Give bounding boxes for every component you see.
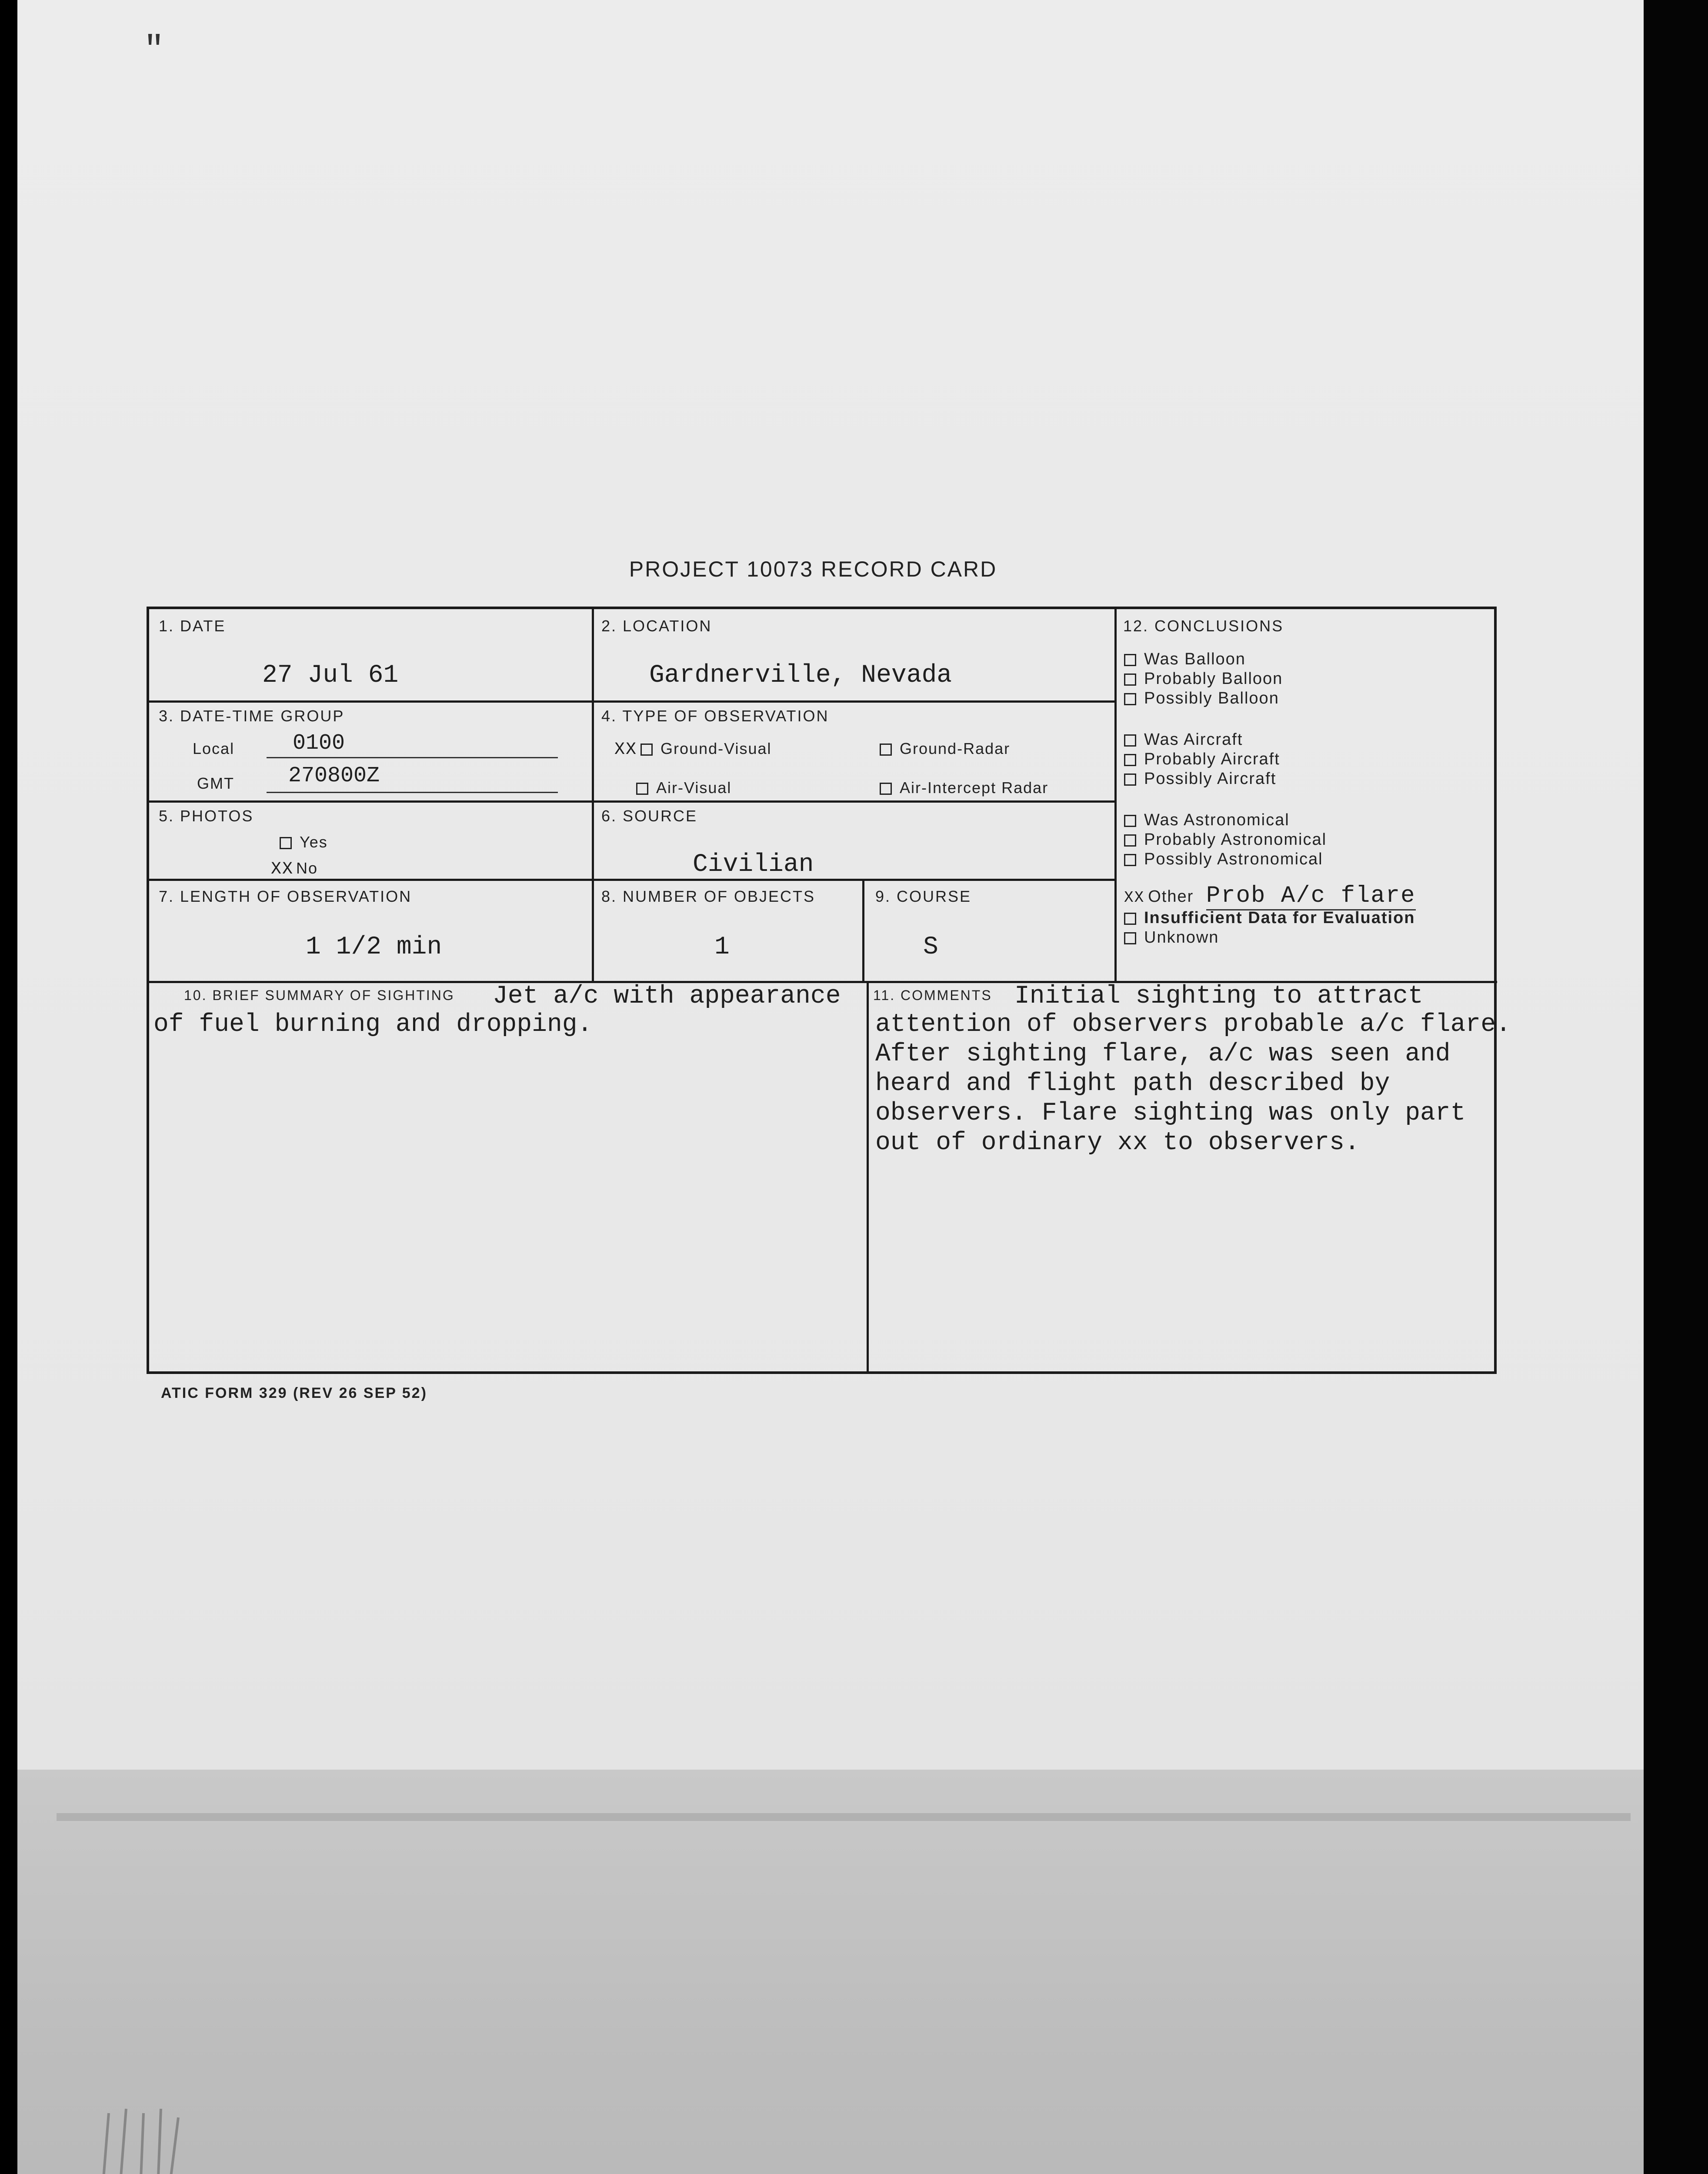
comments-text: attention of observers probable a/c flare. After sighting flare, a/c was seen and heard and flight path described by observers. Flare sighting was only part out of ordinary xx to observers. — [875, 1010, 1511, 1157]
location-value: Gardnerville, Nevada — [649, 661, 952, 690]
dtg-gmt-label: GMT — [197, 774, 234, 792]
photos-yes — [280, 833, 328, 851]
conclusion-text: Possibly Aircraft — [1144, 770, 1277, 788]
conclusion-probably-aircraft — [1124, 750, 1280, 769]
checkbox[interactable] — [1124, 834, 1136, 847]
photos-yes-checkbox[interactable] — [280, 837, 292, 849]
conclusion-was-balloon — [1124, 650, 1246, 669]
summary-text: of fuel burning and dropping. — [153, 1010, 593, 1039]
obs-ground-visual-checkbox[interactable] — [640, 744, 653, 756]
checkbox[interactable] — [1124, 774, 1136, 786]
corner-mark: " — [143, 30, 169, 70]
location-label: 2. LOCATION — [601, 617, 712, 635]
dtg-label: 3. DATE-TIME GROUP — [159, 707, 345, 725]
conclusion-text: Insufficient Data for Evaluation — [1144, 909, 1415, 927]
checkbox[interactable] — [1124, 654, 1136, 666]
checkbox[interactable] — [1124, 913, 1136, 925]
photos-marked: XX — [271, 860, 294, 879]
summary-first-line: Jet a/c with appearance — [493, 982, 841, 1010]
divider-v-1 — [592, 609, 594, 983]
divider-v-4 — [867, 981, 869, 1372]
photos-yes-text: Yes — [300, 833, 328, 851]
checkbox[interactable] — [1124, 854, 1136, 866]
form-footer: ATIC FORM 329 (REV 26 SEP 52) — [161, 1385, 427, 1401]
date-value: 27 Jul 61 — [262, 661, 399, 690]
checkbox[interactable] — [1124, 754, 1136, 766]
other-value: Prob A/c flare — [1206, 883, 1416, 910]
band-divider — [57, 1813, 1631, 1821]
obs-air-intercept-checkbox[interactable] — [880, 783, 892, 795]
conclusion-possibly-astronomical — [1124, 850, 1323, 869]
conclusion-text: Probably Astronomical — [1144, 830, 1327, 849]
divider-h-1 — [149, 700, 1115, 703]
obs-air-intercept-radar — [880, 779, 1048, 797]
conclusion-unknown — [1124, 928, 1219, 947]
card-title: PROJECT 10073 RECORD CARD — [629, 557, 997, 581]
pencil-tally-marks — [91, 2096, 204, 2174]
other-mark: XX — [1124, 889, 1145, 907]
source-label: 6. SOURCE — [601, 807, 698, 825]
photos-no-text: No — [296, 859, 318, 877]
film-edge-left — [0, 0, 17, 2174]
date-label: 1. DATE — [159, 617, 226, 635]
obs-air-visual — [636, 779, 731, 797]
dtg-gmt-underline — [267, 792, 558, 793]
dtg-local-label: Local — [193, 740, 235, 757]
course-value: S — [923, 933, 938, 961]
checkbox[interactable] — [1124, 734, 1136, 747]
dtg-local-underline — [267, 757, 558, 758]
conclusion-was-astronomical — [1124, 811, 1290, 830]
checkbox[interactable] — [1124, 693, 1136, 705]
num-objects-label: 8. NUMBER OF OBJECTS — [601, 887, 816, 905]
conclusion-possibly-aircraft — [1124, 770, 1276, 788]
summary-label: 10. BRIEF SUMMARY OF SIGHTING — [184, 987, 455, 1003]
obs-air-visual-checkbox[interactable] — [636, 783, 648, 795]
conclusions-label: 12. CONCLUSIONS — [1123, 617, 1284, 635]
conclusion-insufficient-data — [1124, 909, 1415, 927]
divider-v-2 — [1114, 609, 1117, 983]
comments-first-line: Initial sighting to attract — [1014, 982, 1423, 1010]
photos-label: 5. PHOTOS — [159, 807, 254, 825]
obs-ground-visual-text: Ground-Visual — [661, 740, 772, 757]
conclusion-probably-astronomical — [1124, 830, 1327, 849]
conclusion-text: Possibly Astronomical — [1144, 850, 1323, 868]
obs-ground-radar — [880, 740, 1010, 758]
other-label: Other — [1148, 887, 1194, 906]
conclusion-other — [1124, 883, 1416, 909]
checkbox[interactable] — [1124, 815, 1136, 827]
obs-air-intercept-text: Air-Intercept Radar — [900, 779, 1049, 797]
obs-ground-visual — [614, 740, 771, 760]
checkbox[interactable] — [1124, 674, 1136, 686]
obs-marked: XX — [614, 740, 637, 760]
conclusion-text: Was Aircraft — [1144, 730, 1243, 749]
obs-ground-radar-checkbox[interactable] — [880, 744, 892, 756]
lower-shaded-band — [17, 1770, 1644, 2174]
divider-h-2 — [149, 800, 1115, 803]
observation-type-label: 4. TYPE OF OBSERVATION — [601, 707, 829, 725]
conclusion-probably-balloon — [1124, 670, 1283, 688]
length-label: 7. LENGTH OF OBSERVATION — [159, 887, 412, 905]
record-card — [147, 607, 1511, 1374]
divider-v-3 — [862, 879, 864, 983]
course-label: 9. COURSE — [875, 887, 972, 905]
conclusion-possibly-balloon — [1124, 689, 1279, 708]
source-value: Civilian — [693, 850, 814, 879]
conclusion-was-aircraft — [1124, 730, 1243, 749]
conclusion-text: Possibly Balloon — [1144, 689, 1279, 707]
conclusion-text: Probably Balloon — [1144, 670, 1283, 688]
conclusion-text: Was Balloon — [1144, 650, 1246, 668]
photos-no — [271, 859, 318, 879]
comments-label: 11. COMMENTS — [873, 987, 992, 1003]
length-value: 1 1/2 min — [306, 933, 442, 961]
conclusion-text: Unknown — [1144, 928, 1219, 947]
obs-air-visual-text: Air-Visual — [656, 779, 732, 797]
dtg-gmt-value: 270800Z — [288, 764, 380, 788]
checkbox[interactable] — [1124, 932, 1136, 944]
conclusion-text: Was Astronomical — [1144, 811, 1290, 829]
obs-ground-radar-text: Ground-Radar — [900, 740, 1011, 757]
num-objects-value: 1 — [714, 933, 730, 961]
conclusion-text: Probably Aircraft — [1144, 750, 1280, 768]
dtg-local-value: 0100 — [293, 731, 345, 756]
